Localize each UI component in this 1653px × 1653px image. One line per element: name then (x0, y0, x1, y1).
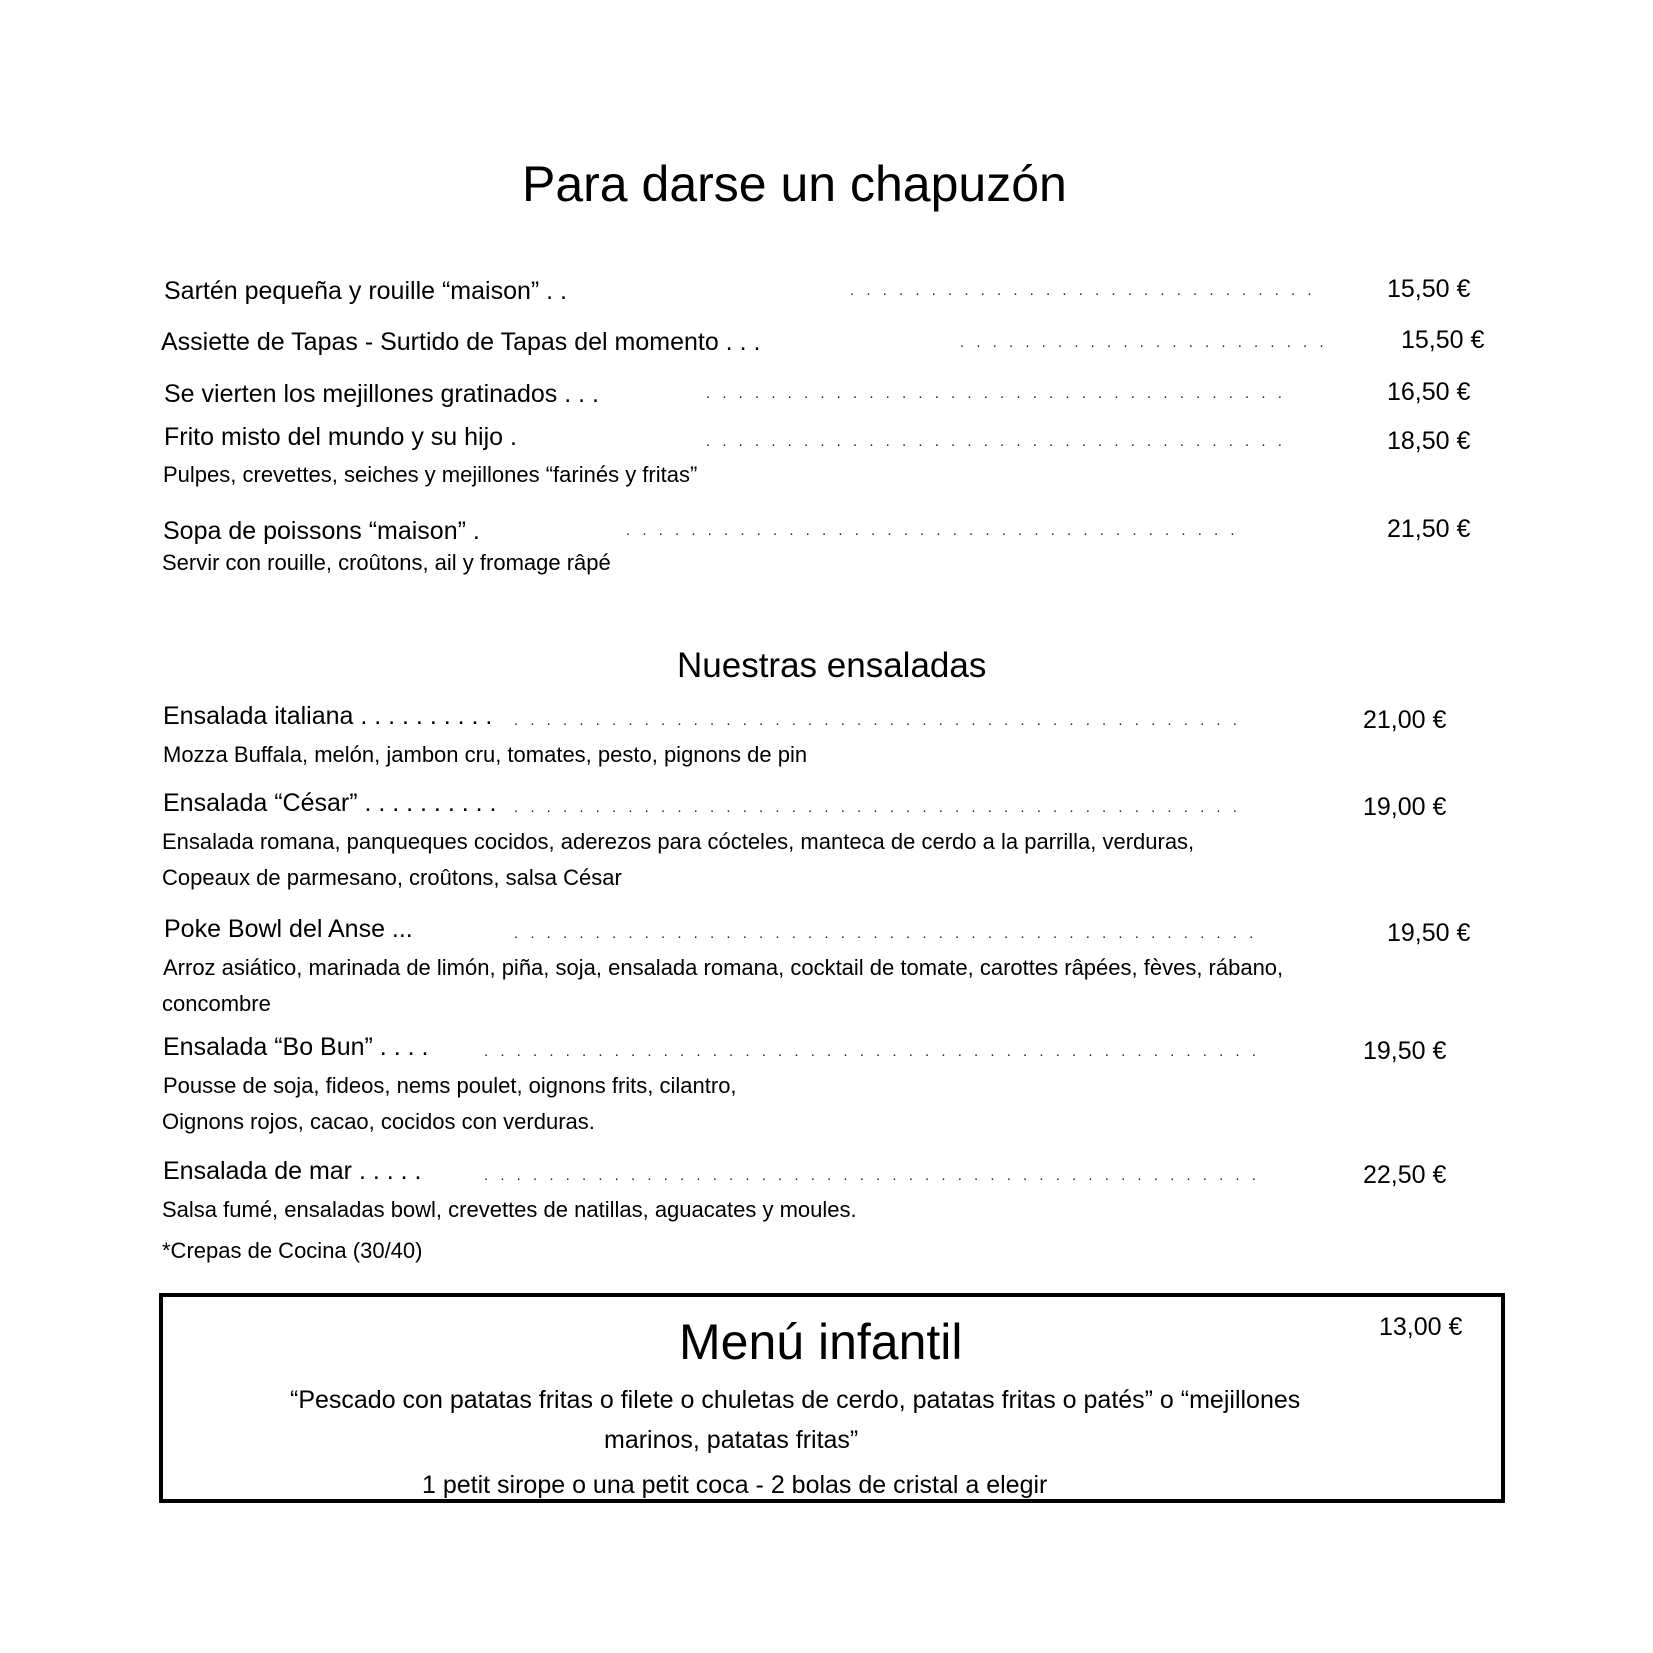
leader-dots: . . . . . . . . . . . . . . . . . . . . . . . . . . . . . . . . . . . . . . (626, 522, 1239, 539)
leader-dots: . . . . . . . . . . . . . . . . . . . . . . . . . . . . . . . . . . . . (706, 385, 1286, 402)
kids-menu-title: Menú infantil (679, 1314, 963, 1370)
menu-item-price: 15,50 € (1387, 275, 1471, 303)
menu-item-name: Ensalada italiana . . . . . . . . . . (163, 702, 493, 730)
menu-item-description: Pousse de soja, fideos, nems poulet, oignons frits, cilantro, (163, 1073, 737, 1098)
menu-item-price: 19,50 € (1387, 919, 1471, 947)
kids-menu-description: marinos, patatas fritas” (604, 1426, 859, 1454)
menu-item-name: Ensalada “Bo Bun” . . . . (163, 1033, 429, 1061)
menu-item-name: Sartén pequeña y rouille “maison” . . (164, 277, 567, 305)
menu-item-name: Ensalada “César” . . . . . . . . . . (163, 789, 497, 817)
leader-dots: . . . . . . . . . . . . . . . . . . . . . . . (960, 334, 1328, 351)
leader-dots: . . . . . . . . . . . . . . . . . . . . . . . . . . . . . . . . . . . . . . . . . . . . . . . . (484, 1043, 1260, 1060)
menu-item-name: Ensalada de mar . . . . . (163, 1157, 422, 1185)
menu-item-description: Pulpes, crevettes, seiches y mejillones “farinés y fritas” (163, 462, 698, 487)
section-title-salads: Nuestras ensaladas (677, 646, 987, 685)
menu-item-name: Sopa de poissons “maison” . (163, 517, 480, 545)
menu-item-price: 19,00 € (1363, 793, 1447, 821)
footnote: *Crepas de Cocina (30/40) (162, 1238, 423, 1263)
menu-item-description: Ensalada romana, panqueques cocidos, aderezos para cócteles, manteca de cerdo a la parrilla, verduras, (162, 829, 1195, 854)
menu-item-price: 22,50 € (1363, 1161, 1447, 1189)
menu-item-description: Copeaux de parmesano, croûtons, salsa César (162, 865, 622, 890)
kids-menu-description: “Pescado con patatas fritas o filete o chuletas de cerdo, patatas fritas o patés” o “mejillones (290, 1386, 1301, 1414)
menu-item-description: Salsa fumé, ensaladas bowl, crevettes de natillas, aguacates y moules. (162, 1197, 857, 1222)
kids-menu-box (159, 1293, 1505, 1503)
menu-item-description: concombre (162, 991, 271, 1016)
menu-item-description: Arroz asiático, marinada de limón, piña, soja, ensalada romana, cocktail de tomate, carottes râpées, fèves, rábano, (163, 955, 1284, 980)
menu-item-name: Se vierten los mejillones gratinados . . . (164, 380, 599, 408)
menu-item-description: Mozza Buffala, melón, jambon cru, tomates, pesto, pignons de pin (163, 742, 808, 767)
section-title-starters: Para darse un chapuzón (522, 156, 1067, 212)
leader-dots: . . . . . . . . . . . . . . . . . . . . . . . . . . . . . . . . . . . . . . . . . . . . . . (514, 925, 1258, 942)
leader-dots: . . . . . . . . . . . . . . . . . . . . . . . . . . . . . . . . . . . . . . . . . . . . . (514, 712, 1241, 729)
leader-dots: . . . . . . . . . . . . . . . . . . . . . . . . . . . . . . . . . . . . . . . . . . . . . (514, 799, 1241, 816)
menu-item-price: 21,50 € (1387, 515, 1471, 543)
leader-dots: . . . . . . . . . . . . . . . . . . . . . . . . . . . . . . . . . . . . . . . . . . . . . . . . (484, 1167, 1260, 1184)
menu-item-price: 18,50 € (1387, 427, 1471, 455)
menu-item-name: Frito misto del mundo y su hijo . (164, 423, 517, 451)
menu-item-name: Poke Bowl del Anse ... (164, 915, 413, 943)
kids-menu-drinks: 1 petit sirope o una petit coca - 2 bolas de cristal a elegir (422, 1471, 1048, 1499)
menu-item-price: 19,50 € (1363, 1037, 1447, 1065)
menu-item-price: 16,50 € (1387, 378, 1471, 406)
menu-item-description: Servir con rouille, croûtons, ail y fromage râpé (162, 550, 611, 575)
menu-item-description: Oignons rojos, cacao, cocidos con verduras. (162, 1109, 595, 1134)
menu-item-price: 15,50 € (1401, 326, 1485, 354)
menu-item-price: 21,00 € (1363, 706, 1447, 734)
kids-menu-price: 13,00 € (1379, 1313, 1463, 1341)
menu-item-name: Assiette de Tapas - Surtido de Tapas del momento . . . (161, 328, 761, 356)
leader-dots: . . . . . . . . . . . . . . . . . . . . . . . . . . . . . . . . . . . . (706, 433, 1286, 450)
leader-dots: . . . . . . . . . . . . . . . . . . . . . . . . . . . . . (850, 282, 1316, 299)
